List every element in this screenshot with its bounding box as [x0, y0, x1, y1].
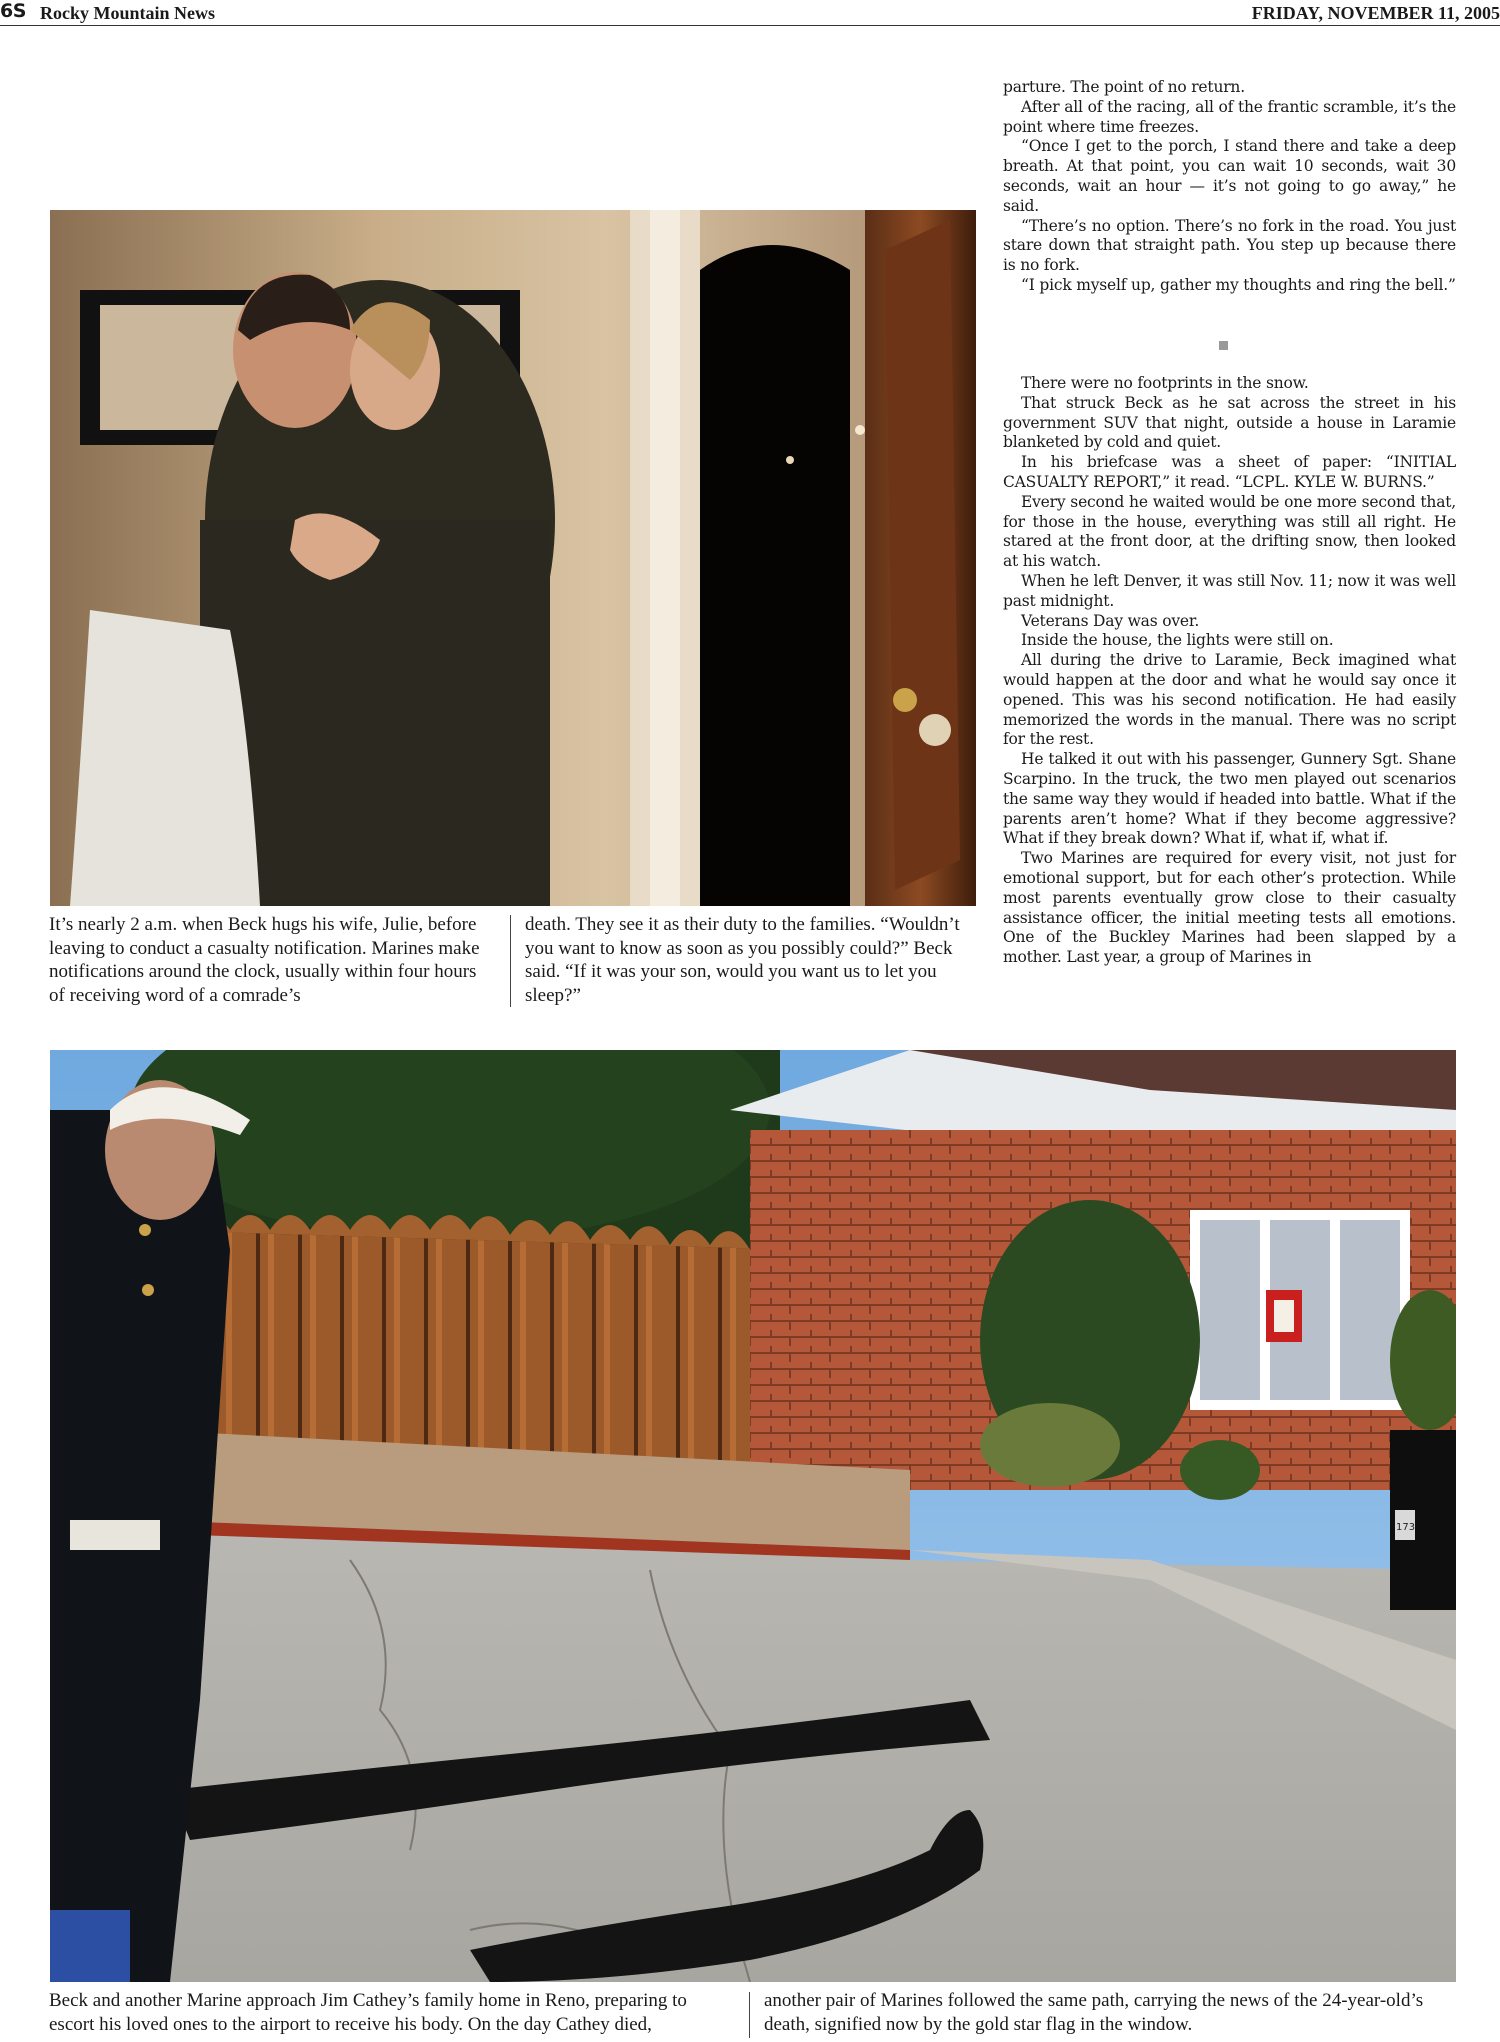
paragraph: After all of the racing, all of the frantic scramble, it’s the point where time freezes. — [1003, 97, 1456, 136]
paragraph: All during the drive to Laramie, Beck imagined what would happen at the door and what he would say once it opened. This was his second notification. He had easily memorized the words in the manual. There was no script for the rest. — [1003, 651, 1456, 749]
paragraph: “I pick myself up, gather my thoughts and ring the bell.” — [1021, 275, 1456, 294]
article-column-top — [1003, 78, 1456, 296]
page-header — [0, 0, 1500, 24]
photo-marines-driveway — [50, 1050, 1456, 1982]
section-separator — [1219, 341, 1228, 350]
paragraph: He talked it out with his passenger, Gunnery Sgt. Shane Scarpino. In the truck, the two men played out scenarios the same way they would if headed into battle. What if the parents aren’t home? What if they become aggressive? What if they break down? What if, what if, what if. — [1003, 750, 1456, 848]
paragraph: Veterans Day was over. — [1021, 611, 1200, 630]
publication-name: Rocky Mountain News — [40, 3, 216, 23]
photo1-caption-right: death. They see it as their duty to the families. “Wouldn’t you want to know as soon as you possibly could?” Beck said. “If it was your son, would you want us to let you sleep?” — [525, 914, 960, 1006]
photo-hug-illustration — [50, 210, 976, 906]
paragraph: parture. The point of no return. — [1003, 78, 1245, 96]
page-number: 6S — [0, 0, 26, 22]
paragraph: When he left Denver, it was still Nov. 11; now it was well past midnight. — [1003, 571, 1456, 610]
issue-date: FRIDAY, NOVEMBER 11, 2005 — [1251, 3, 1500, 23]
header-rule — [0, 25, 1500, 26]
photo2-caption-left: Beck and another Marine approach Jim Cathey’s family home in Reno, preparing to escort his loved ones to the airport to receive his body. On the day Cathey died, — [49, 1990, 687, 2035]
caption-divider — [510, 915, 511, 1007]
paragraph: Two Marines are required for every visit, not just for emotional support, but for each other’s protection. While most parents eventually grow close to their casualty assistance officer, the initial meeting tests all emotions. One of the Buckley Marines had been slapped by a mother. Last year, a group of Marines in — [1003, 849, 1456, 967]
paragraph: Inside the house, the lights were still on. — [1021, 631, 1334, 650]
article-column-main — [1003, 374, 1456, 968]
paragraph: That struck Beck as he sat across the street in his government SUV that night, outside a house in Laramie blanketed by cold and quiet. — [1003, 393, 1456, 452]
caption-divider — [749, 1992, 750, 2038]
paragraph: There were no footprints in the snow. — [1021, 374, 1309, 392]
license-plate: 173 — [1396, 1522, 1416, 1533]
paragraph: Every second he waited would be one more second that, for those in the house, everything was still all right. He stared at the front door, at the drifting snow, then looked at his watch. — [1003, 492, 1456, 571]
paragraph: “Once I get to the porch, I stand there and take a deep breath. At that point, you can wait 10 seconds, wait 30 seconds, wait an hour — it’s not going to go away,” he said. — [1003, 137, 1456, 215]
paragraph: In his briefcase was a sheet of paper: “INITIAL CASUALTY REPORT,” it read. “LCPL. KYLE W. BURNS.” — [1003, 453, 1456, 491]
photo1-caption-left: It’s nearly 2 a.m. when Beck hugs his wife, Julie, before leaving to conduct a casualty notification. Marines make notifications around the clock, usually within four hours of receiving word of a comrade’s — [49, 914, 480, 1006]
paragraph: “There’s no option. There’s no fork in the road. You just stare down that straight path. You step up because there is no fork. — [1003, 216, 1456, 275]
photo2-caption-right: another pair of Marines followed the same path, carrying the news of the 24-year-old’s death, signified now by the gold star flag in the window. — [764, 1990, 1424, 2035]
photo-hug-at-door — [50, 210, 976, 906]
photo-driveway-illustration — [50, 1050, 1456, 1982]
